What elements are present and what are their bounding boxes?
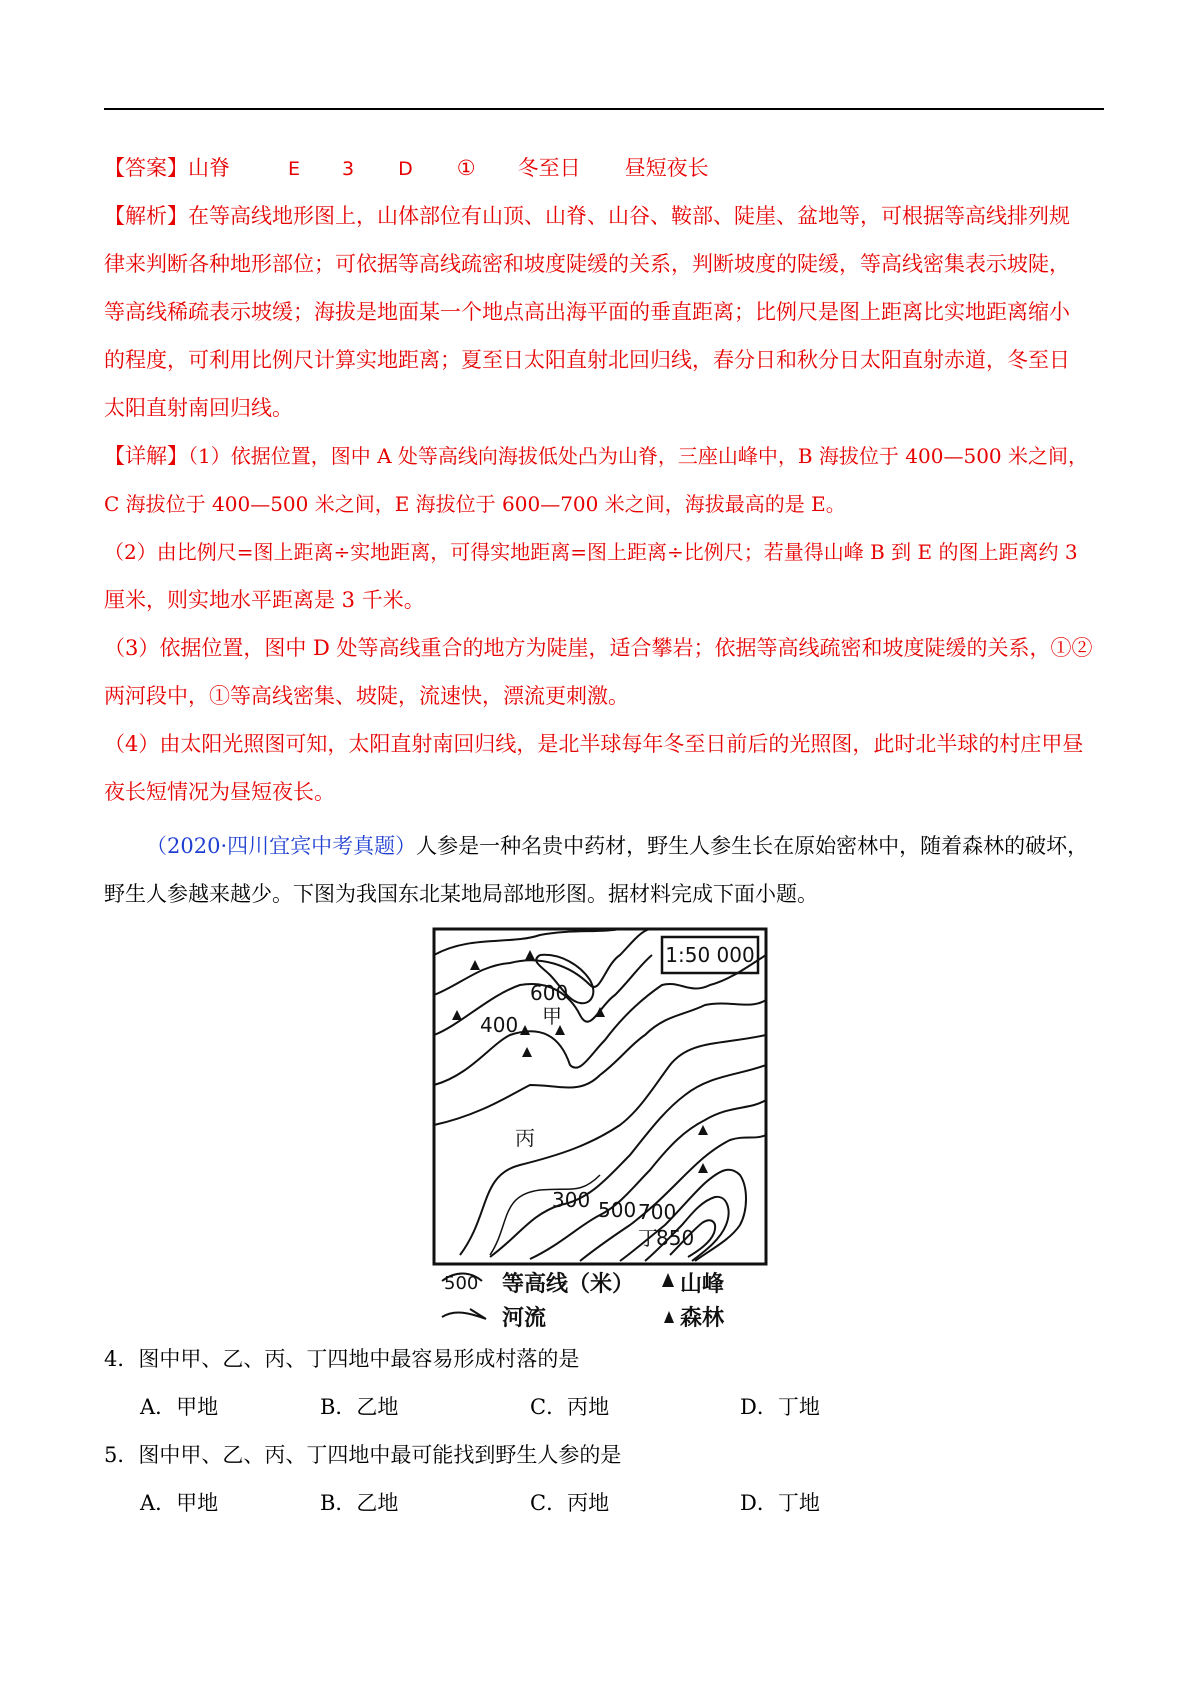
- question-source: （2020·四川宜宾中考真题）: [146, 834, 417, 858]
- option-c[interactable]: C．丙地: [530, 1491, 610, 1515]
- place-label-jia: 甲: [542, 1004, 562, 1028]
- topographic-map-figure: [430, 925, 770, 1335]
- legend-forest-label: 森林: [680, 1306, 725, 1331]
- legend-contour-label: 等高线（米）: [502, 1272, 635, 1297]
- contour-label-700: 700: [638, 1200, 677, 1224]
- option-d[interactable]: D．丁地: [740, 1491, 820, 1515]
- answer-tag: 【答案】: [104, 156, 188, 180]
- analysis-text: 在等高线地形图上，山体部位有山顶、山脊、山谷、鞍部、陡崖、盆地等，可根据等高线排列规: [188, 204, 1070, 228]
- option-a[interactable]: A．甲地: [140, 1491, 219, 1515]
- analysis-line: 太阳直射南回归线。: [104, 396, 293, 420]
- answer-item: D: [398, 158, 413, 180]
- analysis-tag: 【解析】: [104, 204, 188, 228]
- river-icon: [442, 1309, 486, 1319]
- answer-line: [104, 153, 709, 184]
- option-b[interactable]: B．乙地: [320, 1491, 399, 1515]
- analysis-line: 律来判断各种地形部位；可依据等高线疏密和坡度陡缓的关系，判断坡度的陡缓，等高线密集表示坡陡，: [104, 252, 1070, 276]
- answer-item: 冬至日: [517, 156, 581, 180]
- legend-river-label: 河流: [502, 1306, 547, 1331]
- option-b[interactable]: B．乙地: [320, 1395, 399, 1419]
- detail-line: [104, 441, 1088, 471]
- detail-line: 两河段中，①等高线密集、坡陡，流速快，漂流更刺激。: [104, 684, 629, 708]
- intro-text: 人参是一种名贵中药材，野生人参生长在原始密林中，随着森林的破坏，: [416, 834, 1089, 858]
- contour-label-300: 300: [552, 1188, 591, 1212]
- detail-line: （3）依据位置，图中 D 处等高线重合的地方为陡崖，适合攀岩；依据等高线疏密和坡度陡缓的关系，①②: [104, 636, 1093, 660]
- answer-item: 昼短夜长: [624, 156, 709, 180]
- topographic-map: [430, 925, 770, 1335]
- detail-text: （1）依据位置，图中 A 处等高线向海拔低处凸为山脊，三座山峰中，B 海拔位于 400—500 米之间，: [188, 444, 1088, 468]
- detail-tag: 【详解】: [104, 444, 188, 468]
- option-a[interactable]: A．甲地: [140, 1395, 219, 1419]
- forest-icon: [664, 1311, 674, 1323]
- detail-line: （4）由太阳光照图可知，太阳直射南回归线，是北半球每年冬至日前后的光照图，此时北半球的村庄甲昼: [104, 732, 1084, 756]
- detail-line: （2）由比例尺=图上距离÷实地距离，可得实地距离=图上距离÷比例尺；若量得山峰 B 到 E 的图上距离约 3: [104, 540, 1078, 564]
- legend-contour-sample: 500: [444, 1273, 479, 1294]
- contour-label-850: 850: [656, 1226, 695, 1250]
- option-d[interactable]: D．丁地: [740, 1395, 820, 1419]
- legend-peak-label: 山峰: [680, 1272, 725, 1297]
- option-c[interactable]: C．丙地: [530, 1395, 610, 1419]
- answer-item: ①: [456, 156, 476, 180]
- analysis-line: [104, 201, 1070, 231]
- question-stem: 4．图中甲、乙、丙、丁四地中最容易形成村落的是: [104, 1347, 580, 1371]
- place-label-bing: 丙: [515, 1126, 535, 1150]
- detail-line: C 海拔位于 400—500 米之间，E 海拔位于 600—700 米之间，海拔最高的是 E。: [104, 492, 846, 516]
- question-stem: 5．图中甲、乙、丙、丁四地中最可能找到野生人参的是: [104, 1443, 622, 1467]
- contour-label-500: 500: [598, 1198, 637, 1222]
- contour-label-600: 600: [530, 981, 569, 1005]
- place-label-ding: 丁: [638, 1226, 658, 1250]
- answer-item: E: [288, 158, 301, 180]
- answer-item: 3: [342, 158, 355, 180]
- answer-item: 山脊: [188, 156, 230, 180]
- question-intro: [146, 831, 1088, 861]
- scale-text: 1:50 000: [665, 943, 755, 967]
- question-intro: 野生人参越来越少。下图为我国东北某地局部地形图。据材料完成下面小题。: [104, 882, 818, 906]
- analysis-line: 的程度，可利用比例尺计算实地距离；夏至日太阳直射北回归线，春分日和秋分日太阳直射赤道，冬至日: [104, 348, 1070, 372]
- detail-line: 厘米，则实地水平距离是 3 千米。: [104, 588, 425, 612]
- peak-icon: [662, 1273, 674, 1287]
- detail-line: 夜长短情况为昼短夜长。: [104, 780, 335, 804]
- contour-label-400: 400: [480, 1013, 519, 1037]
- top-divider: [104, 108, 1104, 110]
- analysis-line: 等高线稀疏表示坡缓；海拔是地面某一个地点高出海平面的垂直距离；比例尺是图上距离比实地距离缩小: [104, 300, 1070, 324]
- map-legend: [442, 1271, 725, 1331]
